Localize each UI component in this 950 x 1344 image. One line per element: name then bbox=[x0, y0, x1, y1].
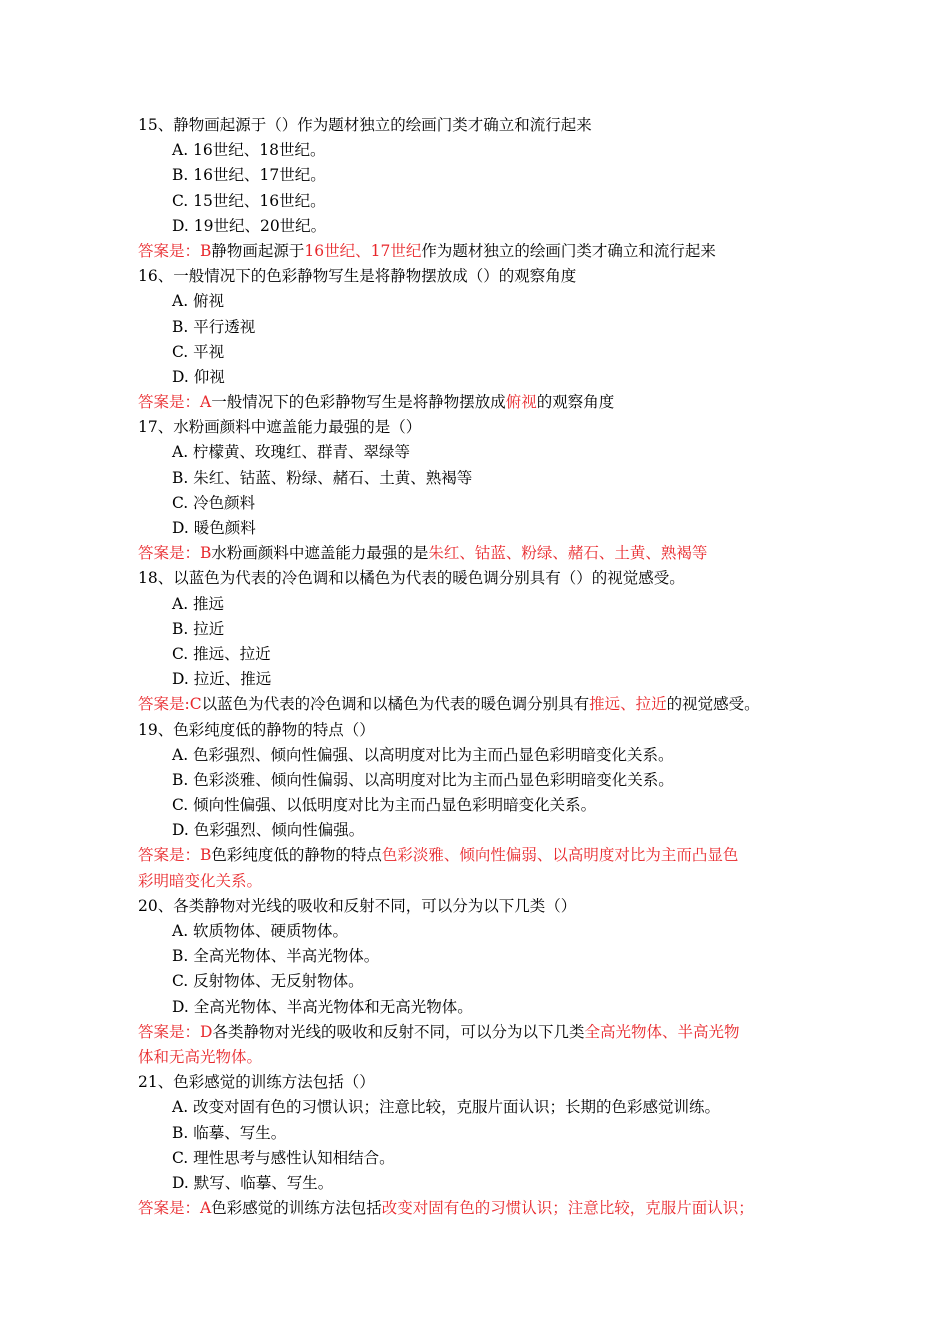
answer-text: 静物画起源于 bbox=[211, 241, 305, 260]
answer-line bbox=[138, 390, 838, 415]
question-block bbox=[138, 894, 838, 1070]
answer-text: 以蓝色为代表的冷色调和以橘色为代表的暖色调分别具有 bbox=[201, 695, 590, 714]
question-text: 16、一般情况下的色彩静物写生是将静物摆放成（）的观察角度 bbox=[138, 267, 577, 286]
answer-highlight: 答案是：B bbox=[138, 846, 212, 865]
option-b: B. 全高光物体、半高光物体。 bbox=[172, 947, 380, 966]
answer-highlight: 答案是：B bbox=[138, 544, 212, 563]
answer-highlight: 色彩淡雅、倾向性偏弱、以高明度对比为主而凸显色 bbox=[381, 846, 739, 865]
option-d: D. 默写、临摹、写生。 bbox=[172, 1173, 334, 1192]
question-text: 20、各类静物对光线的吸收和反射不同，可以分为以下几类（） bbox=[138, 896, 577, 915]
option-d: D. 暖色颜料 bbox=[172, 519, 256, 537]
answer-line bbox=[138, 869, 838, 894]
question-text: 21、色彩感觉的训练方法包括（） bbox=[138, 1073, 375, 1092]
question-block bbox=[138, 415, 838, 566]
answer-highlight: 全高光物体、半高光物 bbox=[584, 1022, 740, 1041]
option-b: B. 临摹、写生。 bbox=[172, 1123, 287, 1142]
question-block bbox=[138, 718, 838, 894]
question-text: 15、静物画起源于（）作为题材独立的绘画门类才确立和流行起来 bbox=[138, 116, 592, 134]
question-text: 17、水粉画颜料中遮盖能力最强的是（） bbox=[138, 418, 422, 437]
question-block bbox=[138, 264, 838, 415]
answer-highlight: 推远、拉近 bbox=[589, 695, 667, 714]
answer-highlight: 答案是：A bbox=[138, 393, 212, 412]
answer-highlight: 答案是：A bbox=[138, 1199, 212, 1218]
option-b: B. 色彩淡雅、倾向性偏弱、以高明度对比为主而凸显色彩明暗变化关系。 bbox=[172, 770, 674, 789]
question-text: 19、色彩纯度低的静物的特点（） bbox=[138, 720, 375, 739]
option-c: C. 理性思考与感性认知相结合。 bbox=[172, 1148, 395, 1167]
answer-highlight: 俯视 bbox=[505, 393, 537, 412]
question-block bbox=[138, 1070, 838, 1221]
option-d: D. 全高光物体、半高光物体和无高光物体。 bbox=[172, 997, 473, 1016]
answer-highlight: 体和无高光物体。 bbox=[138, 1047, 263, 1066]
question-block bbox=[138, 566, 838, 717]
option-a: A. 16世纪、18世纪。 bbox=[172, 141, 326, 160]
option-b: B. 朱红、钴蓝、粉绿、赭石、土黄、熟褐等 bbox=[172, 468, 473, 487]
option-c: C. 推远、拉近 bbox=[172, 644, 271, 663]
answer-line bbox=[138, 1020, 838, 1045]
option-a: A. 软质物体、硬质物体。 bbox=[172, 922, 349, 940]
answer-text: 一般情况下的色彩静物写生是将静物摆放成 bbox=[211, 393, 506, 412]
answer-highlight: 16世纪、17世纪 bbox=[304, 241, 422, 260]
answer-line bbox=[138, 843, 838, 868]
answer-line bbox=[138, 692, 838, 717]
answer-text: 作为题材独立的绘画门类才确立和流行起来 bbox=[421, 241, 716, 260]
answer-text: 色彩感觉的训练方法包括 bbox=[211, 1199, 382, 1218]
answer-highlight: 改变对固有色的习惯认识；注意比较，克服片面认识； bbox=[381, 1199, 754, 1218]
option-a: A. 俯视 bbox=[172, 292, 225, 311]
option-a: A. 柠檬黄、玫瑰红、群青、翠绿等 bbox=[172, 443, 411, 462]
answer-text: 水粉画颜料中遮盖能力最强的是 bbox=[211, 544, 429, 563]
option-b: B. 拉近 bbox=[172, 619, 225, 638]
option-c: C. 平视 bbox=[172, 342, 225, 361]
answer-line bbox=[138, 1045, 838, 1070]
answer-text: 的观察角度 bbox=[536, 393, 615, 412]
answer-line bbox=[138, 541, 838, 566]
answer-line bbox=[138, 239, 838, 264]
option-a: A. 色彩强烈、倾向性偏强、以高明度对比为主而凸显色彩明暗变化关系。 bbox=[172, 745, 674, 764]
answer-highlight: 答案是:C bbox=[138, 695, 202, 714]
answer-text: 各类静物对光线的吸收和反射不同，可以分为以下几类 bbox=[212, 1022, 585, 1041]
answer-highlight: 答案是：D bbox=[138, 1022, 213, 1041]
option-d: D. 仰视 bbox=[172, 367, 225, 386]
answer-highlight: 答案是：B bbox=[138, 241, 212, 260]
question-text: 18、以蓝色为代表的冷色调和以橘色为代表的暖色调分别具有（）的视觉感受。 bbox=[138, 569, 685, 588]
option-b: B. 平行透视 bbox=[172, 317, 256, 336]
answer-text: 的视觉感受。 bbox=[666, 695, 760, 714]
option-a: A. 改变对固有色的习惯认识；注意比较，克服片面认识；长期的色彩感觉训练。 bbox=[172, 1098, 721, 1117]
answer-highlight: 彩明暗变化关系。 bbox=[138, 871, 263, 890]
option-a: A. 推远 bbox=[172, 594, 225, 613]
question-block bbox=[138, 113, 838, 264]
option-b: B. 16世纪、17世纪。 bbox=[172, 166, 326, 185]
option-c: C. 冷色颜料 bbox=[172, 493, 256, 512]
option-c: C. 反射物体、无反射物体。 bbox=[172, 972, 364, 991]
option-c: C. 15世纪、16世纪。 bbox=[172, 191, 326, 210]
answer-text: 色彩纯度低的静物的特点 bbox=[211, 846, 382, 865]
answer-highlight: 朱红、钴蓝、粉绿、赭石、土黄、熟褐等 bbox=[428, 544, 708, 563]
answer-line bbox=[138, 1196, 838, 1221]
option-d: D. 19世纪、20世纪。 bbox=[172, 216, 327, 235]
option-d: D. 色彩强烈、倾向性偏强。 bbox=[172, 821, 365, 840]
option-c: C. 倾向性偏强、以低明度对比为主而凸显色彩明暗变化关系。 bbox=[172, 796, 597, 815]
option-d: D. 拉近、推远 bbox=[172, 670, 272, 689]
document-page bbox=[138, 113, 838, 1221]
